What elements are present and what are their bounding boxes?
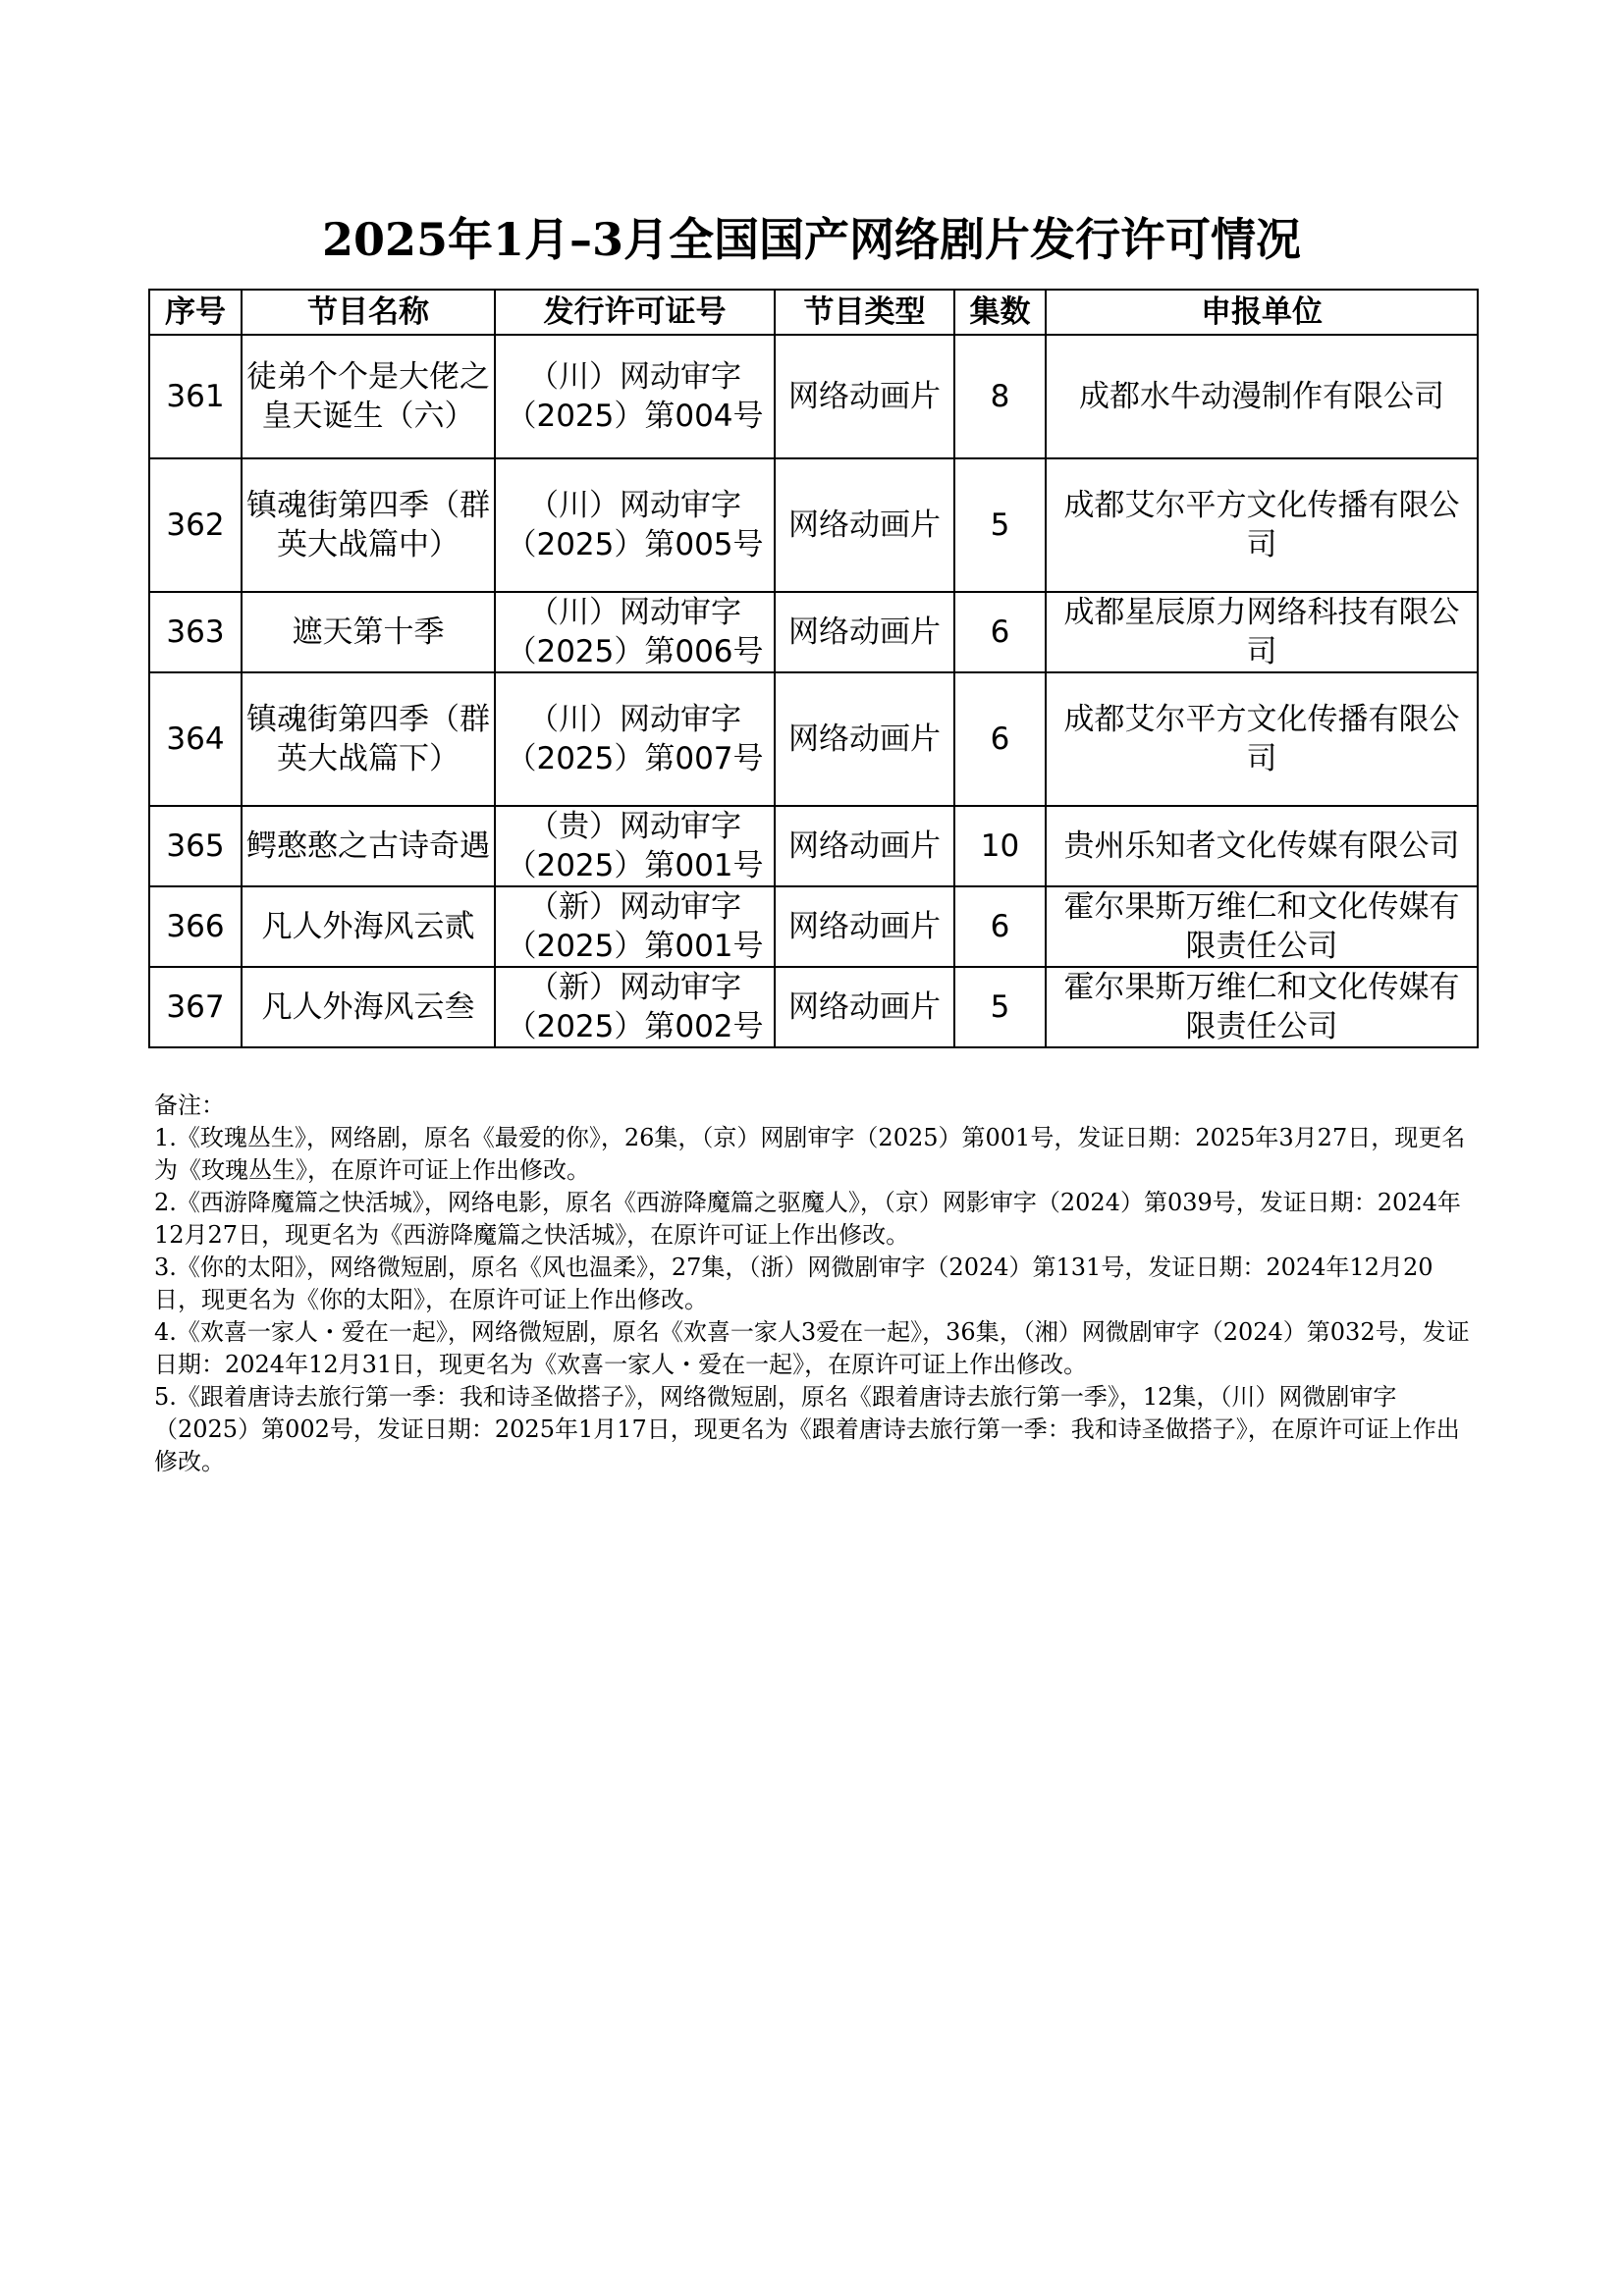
cell-unit: 成都星辰原力网络科技有限公司 (1046, 592, 1478, 672)
cell-name: 徒弟个个是大佬之皇天诞生（六） (242, 335, 495, 458)
cell-episodes: 6 (954, 592, 1046, 672)
cell-unit: 成都艾尔平方文化传播有限公司 (1046, 672, 1478, 806)
cell-episodes: 5 (954, 967, 1046, 1047)
note-item: 3.《你的太阳》，网络微短剧，原名《风也温柔》，27集，（浙）网微剧审字（2024）第131号，发证日期：2024年12月20日，现更名为《你的太阳》，在原许可证上作出修改。 (154, 1254, 1434, 1313)
page-title: 2025年1月–3月全国国产网络剧片发行许可情况 (321, 213, 1302, 266)
cell-name: 镇魂街第四季（群英大战篇下） (242, 672, 495, 806)
cell-type: 网络动画片 (775, 335, 954, 458)
cell-episodes: 8 (954, 335, 1046, 458)
cell-type: 网络动画片 (775, 967, 954, 1047)
cell-license: （川）网动审字（2025）第005号 (495, 458, 775, 592)
cell-no: 362 (149, 458, 242, 592)
note-item: 4.《欢喜一家人・爱在一起》，网络微短剧，原名《欢喜一家人3爱在一起》，36集，（湘）网微剧审字（2024）第032号，发证日期：2024年12月31日，现更名为《欢喜一家人・爱在一起》，在原许可证上作出修改。 (154, 1318, 1470, 1378)
cell-unit: 贵州乐知者文化传媒有限公司 (1046, 806, 1478, 886)
cell-episodes: 5 (954, 458, 1046, 592)
cell-name: 凡人外海风云叁 (242, 967, 495, 1047)
header-name: 节目名称 (242, 290, 495, 335)
cell-license: （新）网动审字（2025）第001号 (495, 886, 775, 967)
table-row (149, 806, 1478, 886)
cell-episodes: 6 (954, 886, 1046, 967)
notes-heading: 备注： (154, 1092, 225, 1119)
cell-episodes: 6 (954, 672, 1046, 806)
cell-name: 凡人外海风云贰 (242, 886, 495, 967)
header-unit: 申报单位 (1046, 290, 1478, 335)
cell-no: 364 (149, 672, 242, 806)
cell-type: 网络动画片 (775, 672, 954, 806)
cell-license: （川）网动审字（2025）第004号 (495, 335, 775, 458)
cell-name: 遮天第十季 (242, 592, 495, 672)
cell-license: （川）网动审字（2025）第006号 (495, 592, 775, 672)
cell-unit: 霍尔果斯万维仁和文化传媒有限责任公司 (1046, 886, 1478, 967)
table-row (149, 335, 1478, 458)
cell-type: 网络动画片 (775, 886, 954, 967)
note-item: 5.《跟着唐诗去旅行第一季：我和诗圣做搭子》，网络微短剧，原名《跟着唐诗去旅行第一季》，12集，（川）网微剧审字（2025）第002号，发证日期：2025年1月17日，现更名为《跟着唐诗去旅行第一季：我和诗圣做搭子》，在原许可证上作出修改。 (154, 1383, 1460, 1475)
cell-name: 鳄憨憨之古诗奇遇 (242, 806, 495, 886)
cell-license: （新）网动审字（2025）第002号 (495, 967, 775, 1047)
note-item: 1.《玫瑰丛生》，网络剧，原名《最爱的你》，26集，（京）网剧审字（2025）第001号，发证日期：2025年3月27日，现更名为《玫瑰丛生》，在原许可证上作出修改。 (154, 1124, 1466, 1184)
cell-type: 网络动画片 (775, 458, 954, 592)
cell-no: 361 (149, 335, 242, 458)
cell-license: （贵）网动审字（2025）第001号 (495, 806, 775, 886)
notes-section (154, 1090, 1472, 1478)
cell-episodes: 10 (954, 806, 1046, 886)
header-license: 发行许可证号 (495, 290, 775, 335)
header-episodes: 集数 (954, 290, 1046, 335)
table-row (149, 967, 1478, 1047)
cell-type: 网络动画片 (775, 592, 954, 672)
table-row (149, 592, 1478, 672)
table-row (149, 886, 1478, 967)
cell-no: 363 (149, 592, 242, 672)
cell-license: （川）网动审字（2025）第007号 (495, 672, 775, 806)
cell-no: 367 (149, 967, 242, 1047)
cell-name: 镇魂街第四季（群英大战篇中） (242, 458, 495, 592)
license-table (148, 289, 1479, 1048)
cell-unit: 霍尔果斯万维仁和文化传媒有限责任公司 (1046, 967, 1478, 1047)
header-no: 序号 (149, 290, 242, 335)
cell-unit: 成都艾尔平方文化传播有限公司 (1046, 458, 1478, 592)
header-type: 节目类型 (775, 290, 954, 335)
table-row (149, 672, 1478, 806)
table-header-row (149, 290, 1478, 335)
cell-no: 366 (149, 886, 242, 967)
cell-unit: 成都水牛动漫制作有限公司 (1046, 335, 1478, 458)
table-row (149, 458, 1478, 592)
cell-type: 网络动画片 (775, 806, 954, 886)
note-item: 2.《西游降魔篇之快活城》，网络电影，原名《西游降魔篇之驱魔人》，（京）网影审字（2024）第039号，发证日期：2024年12月27日，现更名为《西游降魔篇之快活城》，在原许可证上作出修改。 (154, 1189, 1461, 1249)
cell-no: 365 (149, 806, 242, 886)
